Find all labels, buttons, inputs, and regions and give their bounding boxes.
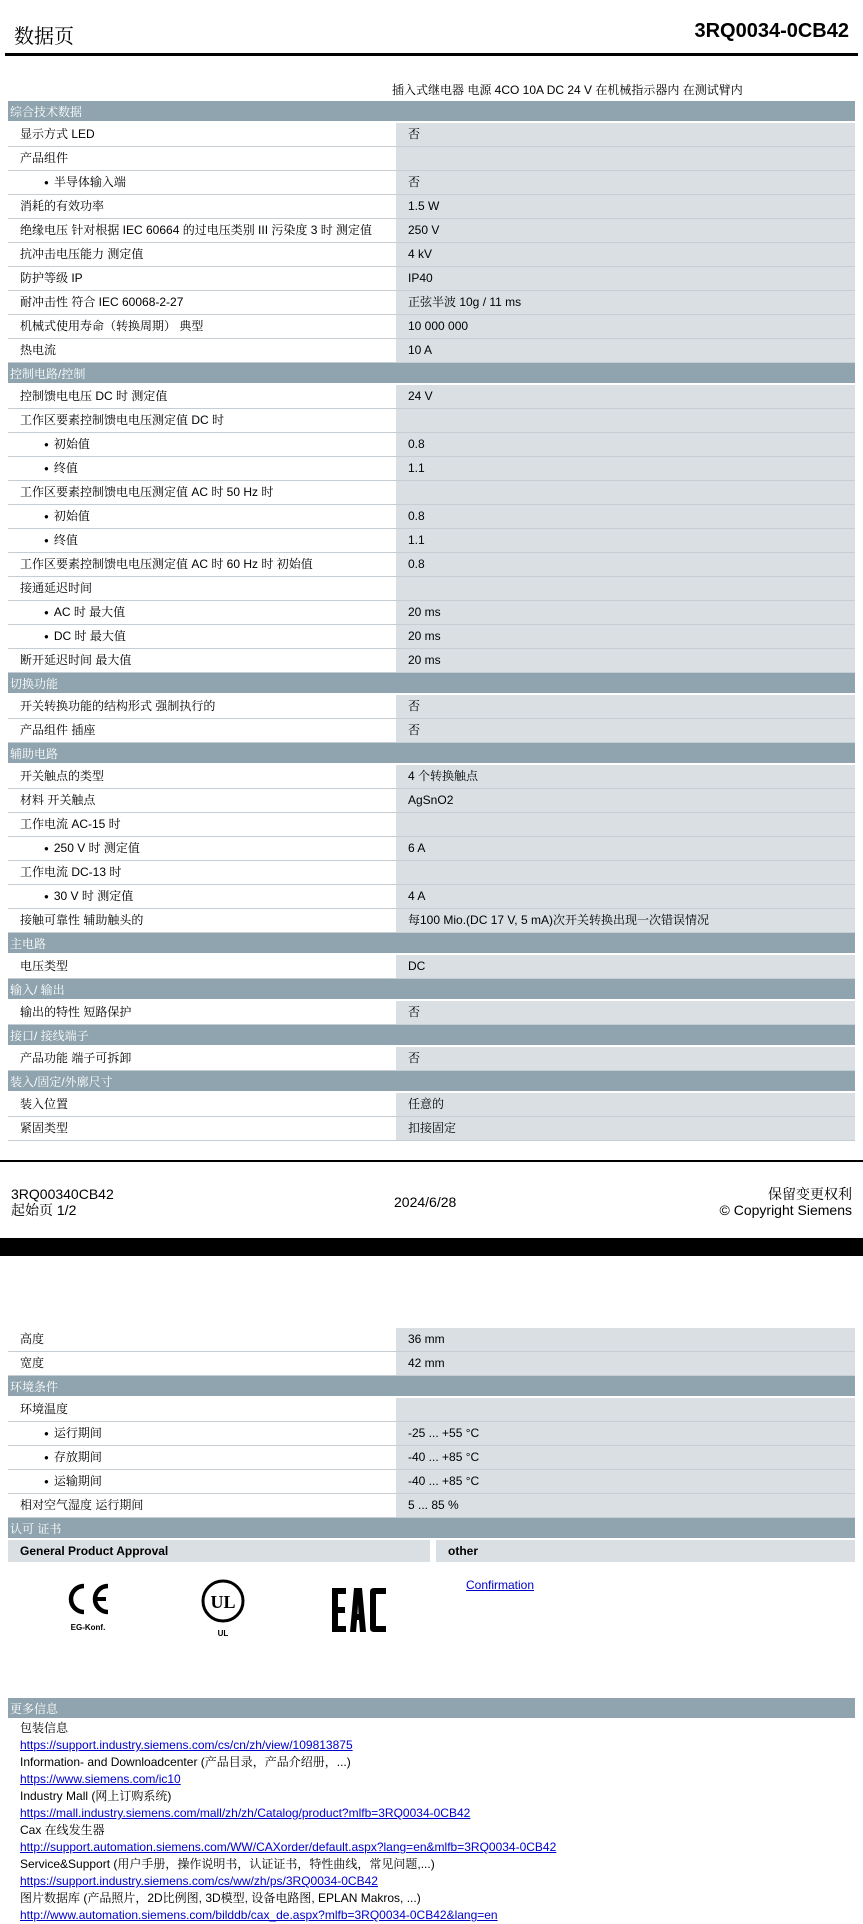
spec-label: ● 终值: [8, 529, 390, 552]
spec-row: [8, 243, 855, 267]
spec-value: 42 mm: [396, 1352, 855, 1375]
more-info-list: [8, 1720, 855, 1924]
spec-label: ● 存放期间: [8, 1446, 390, 1469]
spec-value: 5 ... 85 %: [396, 1494, 855, 1517]
ul-caption: UL: [217, 1629, 229, 1638]
more-info-label: Information- and Downloadcenter (产品目录，产品介绍册，...): [20, 1755, 351, 1769]
spec-label: 高度: [20, 1332, 45, 1346]
spec-row: [8, 601, 855, 625]
spec-table: [8, 101, 855, 1141]
spec-label: 输出的特性 短路保护: [20, 1005, 132, 1019]
spec-row: [8, 171, 855, 195]
section-header: 主电路: [8, 933, 855, 955]
footer-rights: 保留变更权利: [768, 1186, 852, 1202]
more-info-label: Service&Support (用户手册，操作说明书，认证证书，特性曲线，常见问题,...): [20, 1857, 435, 1871]
spec-label: 开关转换功能的结构形式 强制执行的: [20, 699, 216, 713]
ce-mark-icon[interactable]: [53, 1580, 123, 1632]
spec-value: 36 mm: [396, 1328, 855, 1351]
spec-value: 10 A: [396, 339, 855, 362]
spec-value: 20 ms: [396, 625, 855, 648]
more-info-link[interactable]: https://support.industry.siemens.com/cs/cn/zh/view/109813875: [20, 1738, 353, 1752]
spec-value: 0.8: [396, 433, 855, 456]
spec-row: [8, 123, 855, 147]
spec-label: 显示方式 LED: [20, 127, 95, 141]
section-header: 环境条件: [8, 1376, 855, 1398]
section-header: 控制电路/控制: [8, 363, 855, 385]
ce-caption: EG-Konf.: [70, 1623, 106, 1632]
page-title: 数据页: [14, 26, 74, 48]
spec-label: 开关触点的类型: [20, 769, 105, 783]
spec-row: [8, 315, 855, 339]
spec-table-continued: [8, 1328, 855, 1924]
spec-value: 1.1: [396, 529, 855, 552]
spec-value: [396, 813, 855, 836]
more-info-link[interactable]: https://mall.industry.siemens.com/mall/zh/zh/Catalog/product?mlfb=3RQ0034-0CB42: [20, 1806, 471, 1820]
spec-row: [8, 837, 855, 861]
spec-row: [8, 577, 855, 601]
spec-label: ● AC 时 最大值: [8, 601, 390, 624]
spec-label: 热电流: [20, 343, 57, 357]
spec-value: [396, 577, 855, 600]
spec-label: 耐冲击性 符合 IEC 60068-2-27: [20, 295, 184, 309]
spec-value: 扣接固定: [396, 1117, 855, 1140]
spec-row: [8, 1422, 855, 1446]
spec-value: 0.8: [396, 553, 855, 576]
certificate-logos: [8, 1568, 855, 1698]
svg-text:UL: UL: [210, 1592, 236, 1612]
spec-value: -25 ... +55 °C: [396, 1422, 855, 1445]
section-header: 输入/ 输出: [8, 979, 855, 1001]
product-description: 插入式继电器 电源 4CO 10A DC 24 V 在机械指示器内 在测试臂内: [392, 83, 743, 97]
spec-row: [8, 1470, 855, 1494]
footer-copyright: © Copyright Siemens: [719, 1202, 852, 1218]
spec-value: 每100 Mio.(DC 17 V, 5 mA)次开关转换出现一次错误情况: [396, 909, 855, 932]
spec-row: [8, 291, 855, 315]
spec-value: 4 A: [396, 885, 855, 908]
spec-label: 抗冲击电压能力 测定值: [20, 247, 144, 261]
spec-label: 工作区要素控制馈电电压测定值 AC 时 50 Hz 时: [20, 485, 274, 499]
spec-label: 相对空气湿度 运行期间: [20, 1498, 144, 1512]
datasheet-page-2: [0, 1256, 863, 1921]
more-info-label: 包装信息: [20, 1721, 69, 1735]
spec-value: 否: [396, 171, 855, 194]
more-info-label: 图片数据库 (产品照片，2D比例图, 3D模型, 设备电路图, EPLAN Makros, ...): [20, 1891, 421, 1905]
spec-row: [8, 1328, 855, 1352]
section-header: 认可 证书: [8, 1518, 855, 1540]
more-info-link[interactable]: https://www.siemens.com/ic10: [20, 1772, 181, 1786]
spec-row: [8, 649, 855, 673]
spec-label: 工作电流 DC-13 时: [20, 865, 122, 879]
spec-value: -40 ... +85 °C: [396, 1470, 855, 1493]
spec-row: [8, 433, 855, 457]
spec-label: ● DC 时 最大值: [8, 625, 390, 648]
spec-row: [8, 1047, 855, 1071]
spec-value: IP40: [396, 267, 855, 290]
spec-row: [8, 719, 855, 743]
section-header: 综合技术数据: [8, 101, 855, 123]
spec-row: [8, 1001, 855, 1025]
spec-label: 控制馈电电压 DC 时 测定值: [20, 389, 168, 403]
more-info-link[interactable]: https://support.industry.siemens.com/cs/ww/zh/ps/3RQ0034-0CB42: [20, 1874, 378, 1888]
spec-value: 否: [396, 123, 855, 146]
spec-label: 机械式使用寿命（转换周期） 典型: [20, 319, 204, 333]
spec-value: 1.5 W: [396, 195, 855, 218]
spec-value: [396, 1398, 855, 1421]
spec-label: 接通延迟时间: [20, 581, 93, 595]
spec-label: 工作电流 AC-15 时: [20, 817, 121, 831]
spec-row: [8, 219, 855, 243]
spec-label: 产品组件 插座: [20, 723, 96, 737]
spec-value: -40 ... +85 °C: [396, 1446, 855, 1469]
spec-label: ● 初始值: [8, 505, 390, 528]
spec-label: 宽度: [20, 1356, 45, 1370]
spec-value: 6 A: [396, 837, 855, 860]
page-footer: [0, 1160, 863, 1240]
spec-value: 10 000 000: [396, 315, 855, 338]
spec-row: [8, 1352, 855, 1376]
spec-row: [8, 1093, 855, 1117]
footer-date: 2024/6/28: [394, 1194, 457, 1210]
spec-row: [8, 861, 855, 885]
eac-mark-icon[interactable]: [330, 1586, 390, 1639]
spec-value: [396, 409, 855, 432]
spec-row: [8, 909, 855, 933]
approval-col-other: other: [436, 1540, 855, 1562]
spec-row: [8, 813, 855, 837]
page-separator: [0, 1238, 863, 1256]
spec-row: [8, 695, 855, 719]
spec-row: [8, 1117, 855, 1141]
spec-row: [8, 885, 855, 909]
spec-row: [8, 1446, 855, 1470]
more-info-link[interactable]: http://www.automation.siemens.com/bilddb/cax_de.aspx?mlfb=3RQ0034-0CB42&lang=en: [20, 1908, 498, 1922]
section-header: 更多信息: [8, 1698, 855, 1720]
spec-label: 装入位置: [20, 1097, 69, 1111]
spec-value: 4 kV: [396, 243, 855, 266]
spec-row: [8, 385, 855, 409]
spec-row: [8, 409, 855, 433]
spec-label: 材料 开关触点: [20, 793, 96, 807]
spec-value: 0.8: [396, 505, 855, 528]
spec-label: ● 半导体输入端: [8, 171, 390, 194]
spec-value: [396, 481, 855, 504]
spec-value: 250 V: [396, 219, 855, 242]
spec-value: 24 V: [396, 385, 855, 408]
section-header: 切换功能: [8, 673, 855, 695]
spec-row: [8, 789, 855, 813]
spec-row: [8, 339, 855, 363]
spec-value: 否: [396, 1001, 855, 1024]
header-rule: [5, 53, 858, 56]
spec-label: 紧固类型: [20, 1121, 69, 1135]
spec-value: 20 ms: [396, 649, 855, 672]
spec-label: ● 250 V 时 测定值: [8, 837, 390, 860]
spec-row: [8, 955, 855, 979]
spec-value: 1.1: [396, 457, 855, 480]
spec-value: 20 ms: [396, 601, 855, 624]
product-number: 3RQ0034-0CB42: [694, 20, 849, 42]
spec-row: [8, 529, 855, 553]
spec-label: 环境温度: [20, 1402, 69, 1416]
spec-row: [8, 1398, 855, 1422]
spec-row: [8, 625, 855, 649]
spec-label: 产品功能 端子可拆卸: [20, 1051, 132, 1065]
approvals-header: [8, 1540, 855, 1562]
spec-row: [8, 765, 855, 789]
spec-label: 断开延迟时间 最大值: [20, 653, 132, 667]
spec-label: 消耗的有效功率: [20, 199, 105, 213]
spec-label: 工作区要素控制馈电电压测定值 AC 时 60 Hz 时 初始值: [20, 557, 313, 571]
spec-value: 否: [396, 1047, 855, 1070]
more-info-label: Industry Mall (网上订购系统): [20, 1789, 172, 1803]
spec-value: 任意的: [396, 1093, 855, 1116]
section-header: 接口/ 接线端子: [8, 1025, 855, 1047]
section-header: 装入/固定/外廓尺寸: [8, 1071, 855, 1093]
page-header: [0, 0, 863, 56]
spec-label: ● 运行期间: [8, 1422, 390, 1445]
spec-row: [8, 457, 855, 481]
spec-label: ● 运输期间: [8, 1470, 390, 1493]
spec-row: [8, 195, 855, 219]
spec-row: [8, 267, 855, 291]
spec-value: DC: [396, 955, 855, 978]
confirmation-link[interactable]: Confirmation: [466, 1578, 535, 1592]
spec-value: 正弦半波 10g / 11 ms: [396, 291, 855, 314]
spec-label: 工作区要素控制馈电电压测定值 DC 时: [20, 413, 225, 427]
spec-row: [8, 553, 855, 577]
footer-code: 3RQ00340CB42: [11, 1186, 114, 1202]
ul-mark-icon[interactable]: [198, 1578, 248, 1638]
more-info-label: Cax 在线发生器: [20, 1823, 105, 1837]
spec-value: [396, 861, 855, 884]
spec-row: [8, 481, 855, 505]
spec-label: ● 初始值: [8, 433, 390, 456]
spec-label: ● 30 V 时 测定值: [8, 885, 390, 908]
spec-value: 否: [396, 695, 855, 718]
more-info-link[interactable]: http://support.automation.siemens.com/WW/CAXorder/default.aspx?lang=en&mlfb=3RQ0034-0CB42: [20, 1840, 557, 1854]
approval-col-general: General Product Approval: [8, 1540, 430, 1562]
spec-label: 电压类型: [20, 959, 69, 973]
spec-row: [8, 147, 855, 171]
spec-label: 产品组件: [20, 151, 69, 165]
spec-value: [396, 147, 855, 170]
spec-label: ● 终值: [8, 457, 390, 480]
spec-value: 否: [396, 719, 855, 742]
spec-label: 接触可靠性 辅助触头的: [20, 913, 144, 927]
footer-page: 起始页 1/2: [11, 1202, 77, 1218]
spec-row: [8, 505, 855, 529]
spec-label: 绝缘电压 针对根据 IEC 60664 的过电压类别 III 污染度 3 时 测定值: [20, 223, 373, 237]
spec-label: 防护等级 IP: [20, 271, 83, 285]
section-header: 辅助电路: [8, 743, 855, 765]
spec-row: [8, 1494, 855, 1518]
spec-value: 4 个转换触点: [396, 765, 855, 788]
spec-value: AgSnO2: [396, 789, 855, 812]
